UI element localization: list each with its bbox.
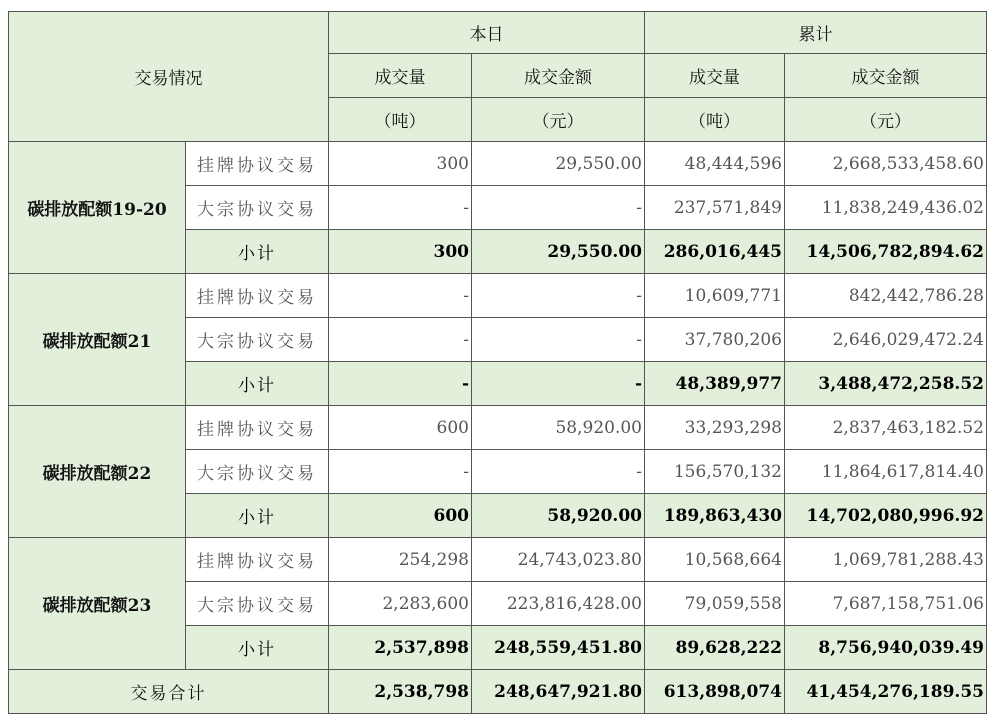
cum-volume: 79,059,558 <box>645 582 785 626</box>
today-amount: - <box>472 450 645 494</box>
cum-amount: 1,069,781,288.43 <box>785 538 987 582</box>
cum-volume: 237,571,849 <box>645 186 785 230</box>
trade-type: 挂牌协议交易 <box>186 142 329 186</box>
cum-volume: 156,570,132 <box>645 450 785 494</box>
trade-type: 挂牌协议交易 <box>186 274 329 318</box>
cum-amount: 11,838,249,436.02 <box>785 186 987 230</box>
today-amount: 248,559,451.80 <box>472 626 645 670</box>
today-volume: - <box>329 450 472 494</box>
total-label: 交易合计 <box>9 670 329 714</box>
total-row <box>9 670 987 714</box>
today-amount: 24,743,023.80 <box>472 538 645 582</box>
group-label: 碳排放配额19-20 <box>9 142 186 274</box>
cum-amount: 2,668,533,458.60 <box>785 142 987 186</box>
cum-volume: 37,780,206 <box>645 318 785 362</box>
header-today: 本日 <box>329 12 645 54</box>
cum-amount: 8,756,940,039.49 <box>785 626 987 670</box>
subtotal-label: 小计 <box>186 230 329 274</box>
table-row <box>9 142 987 186</box>
header-cum-amount: 成交金额 <box>785 54 987 98</box>
cum-volume: 33,293,298 <box>645 406 785 450</box>
cum-amount: 2,646,029,472.24 <box>785 318 987 362</box>
today-volume: 600 <box>329 406 472 450</box>
subtotal-label: 小计 <box>186 494 329 538</box>
cum-volume: 48,444,596 <box>645 142 785 186</box>
trade-type: 大宗协议交易 <box>186 186 329 230</box>
today-volume: - <box>329 274 472 318</box>
today-amount: 29,550.00 <box>472 230 645 274</box>
unit-cum-amount: （元） <box>785 98 987 142</box>
today-volume: 300 <box>329 230 472 274</box>
unit-today-amount: （元） <box>472 98 645 142</box>
total-cum-amount: 41,454,276,189.55 <box>785 670 987 714</box>
subtotal-label: 小计 <box>186 626 329 670</box>
cum-volume: 48,389,977 <box>645 362 785 406</box>
trade-type: 大宗协议交易 <box>186 318 329 362</box>
unit-cum-volume: （吨） <box>645 98 785 142</box>
today-volume: 600 <box>329 494 472 538</box>
table-row <box>9 406 987 450</box>
cum-amount: 842,442,786.28 <box>785 274 987 318</box>
cum-amount: 14,506,782,894.62 <box>785 230 987 274</box>
total-today-volume: 2,538,798 <box>329 670 472 714</box>
today-amount: - <box>472 186 645 230</box>
trade-type: 大宗协议交易 <box>186 450 329 494</box>
cum-volume: 10,568,664 <box>645 538 785 582</box>
trade-type: 大宗协议交易 <box>186 582 329 626</box>
cum-volume: 89,628,222 <box>645 626 785 670</box>
today-amount: 223,816,428.00 <box>472 582 645 626</box>
cum-amount: 3,488,472,258.52 <box>785 362 987 406</box>
unit-today-volume: （吨） <box>329 98 472 142</box>
cum-amount: 2,837,463,182.52 <box>785 406 987 450</box>
cum-amount: 11,864,617,814.40 <box>785 450 987 494</box>
trade-type: 挂牌协议交易 <box>186 538 329 582</box>
table-row <box>9 274 987 318</box>
trading-summary-table <box>8 11 987 714</box>
today-volume: 300 <box>329 142 472 186</box>
cum-amount: 7,687,158,751.06 <box>785 582 987 626</box>
today-amount: - <box>472 274 645 318</box>
total-today-amount: 248,647,921.80 <box>472 670 645 714</box>
header-today-amount: 成交金额 <box>472 54 645 98</box>
header-cumulative: 累计 <box>645 12 987 54</box>
cum-volume: 286,016,445 <box>645 230 785 274</box>
trade-type: 挂牌协议交易 <box>186 406 329 450</box>
cum-amount: 14,702,080,996.92 <box>785 494 987 538</box>
header-today-volume: 成交量 <box>329 54 472 98</box>
cum-volume: 10,609,771 <box>645 274 785 318</box>
table-row <box>9 538 987 582</box>
today-volume: - <box>329 318 472 362</box>
group-label: 碳排放配额23 <box>9 538 186 670</box>
today-amount: 58,920.00 <box>472 406 645 450</box>
today-amount: - <box>472 362 645 406</box>
today-volume: 2,537,898 <box>329 626 472 670</box>
today-volume: 254,298 <box>329 538 472 582</box>
today-volume: 2,283,600 <box>329 582 472 626</box>
cum-volume: 189,863,430 <box>645 494 785 538</box>
today-amount: 58,920.00 <box>472 494 645 538</box>
subtotal-label: 小计 <box>186 362 329 406</box>
today-volume: - <box>329 362 472 406</box>
header-trade-info: 交易情况 <box>9 12 329 142</box>
today-volume: - <box>329 186 472 230</box>
group-label: 碳排放配额21 <box>9 274 186 406</box>
total-cum-volume: 613,898,074 <box>645 670 785 714</box>
today-amount: 29,550.00 <box>472 142 645 186</box>
today-amount: - <box>472 318 645 362</box>
group-label: 碳排放配额22 <box>9 406 186 538</box>
header-cum-volume: 成交量 <box>645 54 785 98</box>
